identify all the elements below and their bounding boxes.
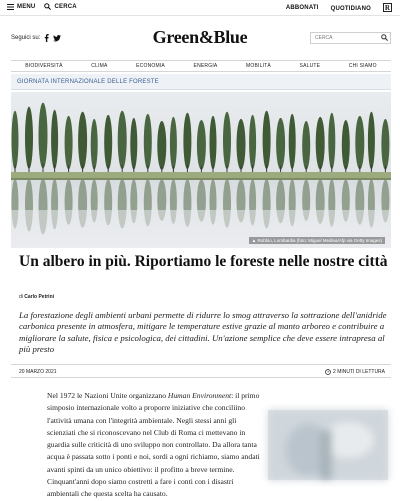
search-icon[interactable]: [381, 34, 388, 41]
follow-label: Seguici su:: [11, 35, 41, 41]
poplar-tree: [91, 119, 98, 170]
poplar-tree: [342, 120, 350, 170]
body-start: Nel 1972 le Nazioni Unite organizzano: [47, 391, 168, 400]
section-label[interactable]: GIORNATA INTERNAZIONALE DELLE FORESTE: [17, 79, 159, 85]
side-thumbnail: [268, 410, 388, 480]
reading-time-text: 2 MINUTI DI LETTURA: [333, 369, 385, 375]
poplar-tree: [355, 116, 364, 170]
menu-button[interactable]: [7, 4, 35, 10]
blurred-thumbnail-image: [268, 410, 388, 480]
author-link[interactable]: Carlo Petrini: [24, 294, 55, 300]
section-bar: [11, 74, 391, 90]
body-emphasis: Human Environment: [167, 391, 232, 400]
poplar-tree: [144, 114, 152, 169]
nav-item-mobilita[interactable]: MOBILITÀ: [246, 63, 271, 69]
article-title: Un albero in più. Riportiamo le foreste nelle nostre città: [19, 253, 388, 270]
nav-item-economia[interactable]: ECONOMIA: [136, 63, 165, 69]
publish-date: 20 MARZO 2021: [19, 369, 57, 375]
poplar-tree: [118, 111, 127, 169]
poplar-tree: [197, 120, 206, 170]
top-bar: [0, 0, 400, 16]
poplar-tree: [316, 117, 325, 170]
byline-prefix: di: [19, 294, 25, 300]
poplar-tree: [237, 119, 246, 170]
daily-newspaper-link[interactable]: [331, 3, 392, 12]
article-lead: La forestazione degli ambienti urbani permette di ridurre lo smog attraverso la sottrazione dell'anidride carbonica presente in atmosfera, mitigare le temperature estive grazie al manto arboreo e contribuire a migliorare la salute, fisica e psicologica, dei cittadini. Un'azione semplice che deve essere intrapresa al più presto: [19, 310, 387, 355]
top-search-button[interactable]: [44, 3, 76, 10]
nav-item-salute[interactable]: SALUTE: [299, 63, 321, 69]
camera-icon: ▲: [251, 238, 257, 243]
article-meta: [11, 364, 391, 378]
nav-item-clima[interactable]: CLIMA: [91, 63, 108, 69]
poplar-tree: [104, 115, 112, 170]
top-bar-right: [274, 3, 392, 12]
poplar-tree: [170, 117, 177, 170]
poplar-tree: [78, 112, 87, 169]
poplar-tree: [381, 119, 389, 170]
poplar-tree: [368, 112, 375, 169]
daily-label: QUOTIDIANO: [330, 6, 371, 12]
hero-photo: [11, 92, 391, 248]
poplar-tree: [263, 111, 271, 169]
poplar-tree: [39, 103, 48, 169]
poplar-tree: [51, 110, 58, 169]
search-input[interactable]: [310, 32, 391, 44]
nav-item-chi-siamo[interactable]: CHI SIAMO: [348, 63, 377, 69]
poplar-tree: [12, 111, 19, 169]
menu-label: MENU: [17, 3, 36, 10]
subscribe-link[interactable]: ABBONATI: [285, 4, 319, 11]
site-header: [0, 17, 400, 57]
photo-caption: [249, 237, 385, 244]
poplar-tree: [183, 113, 191, 169]
poplar-tree: [289, 114, 296, 169]
poplar-tree: [223, 112, 231, 169]
poplar-tree: [157, 121, 166, 170]
search-icon: [44, 3, 51, 10]
search-label: CERCA: [54, 3, 77, 10]
poplar-tree: [276, 118, 285, 170]
nav-item-biodiversita[interactable]: BIODIVERSITÀ: [25, 63, 63, 69]
repubblica-badge: R: [384, 4, 391, 12]
main-nav: [11, 60, 391, 72]
clock-icon: [325, 369, 331, 375]
poplar-tree: [328, 113, 335, 169]
poplar-tree: [249, 115, 256, 170]
top-bar-left: [7, 3, 86, 10]
article-body: [47, 390, 260, 501]
body-rest: : il primo simposio internazionale volto a proporre iniziative che conciliino l'attività umana con l'integrità ambientale. Negli stessi anni gli scienziati che si riconoscevano nel Club di Roma ci mettevano in guardia sulle criticità di uno sviluppo non controllato. Da allora tanta acqua è passata sotto i ponti e noi, sordi a ogni richiamo, siamo andati avanti spinti da un unico obiettivo: il profitto a breve termine. Cinquant'anni dopo siamo costretti a fare i conti con i disastri ambientali che questa scelta ha causato.: [47, 391, 260, 499]
reading-time: [325, 369, 385, 375]
poplar-reflection-image: [11, 92, 391, 248]
site-logo[interactable]: Green&Blue: [152, 27, 248, 47]
nav-item-energia[interactable]: ENERGIA: [193, 63, 218, 69]
poplar-tree: [210, 116, 217, 170]
poplar-tree: [25, 107, 33, 169]
poplar-tree: [130, 118, 137, 170]
poplar-tree: [302, 121, 310, 170]
photo-caption-text: Robbio, Lombardia (foto: Miguel Medina/Afp via Getty Images): [257, 238, 382, 243]
hamburger-icon: [7, 4, 14, 10]
byline: [19, 294, 54, 300]
poplar-tree: [65, 116, 73, 170]
